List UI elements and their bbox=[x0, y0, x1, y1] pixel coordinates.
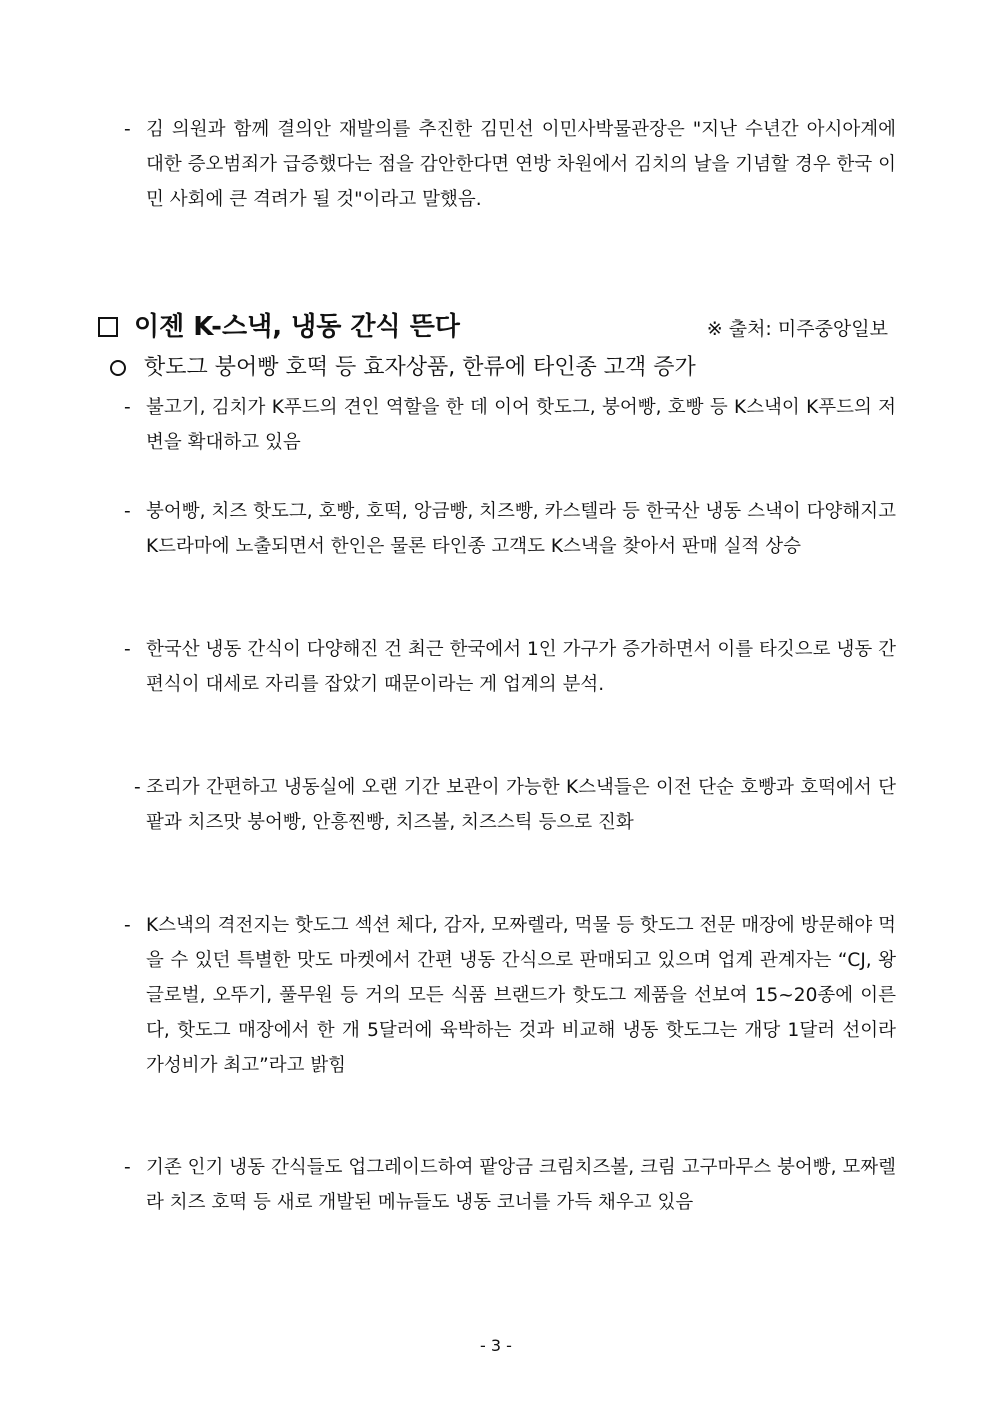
bullet-item bbox=[124, 390, 896, 460]
bullet-dash: - bbox=[124, 915, 131, 936]
subheading-text: 핫도그 붕어빵 호떡 등 효자상품, 한류에 타인종 고객 증가 bbox=[144, 355, 696, 380]
bullet-text: 한국산 냉동 간식이 다양해진 건 최근 한국에서 1인 가구가 증가하면서 이를 타깃으로 냉동 간편식이 대세로 자리를 잡았기 때문이라는 게 업계의 분석. bbox=[146, 639, 896, 695]
bullet-dash: - bbox=[124, 1157, 131, 1178]
bullet-dash: - bbox=[124, 639, 131, 660]
bullet-dash: - bbox=[124, 397, 131, 418]
bullet-item bbox=[124, 112, 896, 217]
bullet-item bbox=[124, 1150, 896, 1220]
bullet-item bbox=[124, 632, 896, 702]
subheading bbox=[108, 350, 898, 386]
circle-bullet-icon bbox=[110, 360, 126, 376]
section-title: 이젠 K-스낵, 냉동 간식 뜬다 bbox=[134, 312, 460, 342]
section-heading bbox=[96, 308, 896, 348]
bullet-item bbox=[124, 494, 896, 564]
bullet-dash: - bbox=[134, 777, 141, 798]
source-note: ※ 출처: 미주중앙일보 bbox=[706, 318, 888, 340]
bullet-dash: - bbox=[124, 501, 131, 522]
bullet-dash: - bbox=[124, 119, 131, 140]
bullet-item bbox=[134, 770, 896, 840]
bullet-text: 조리가 간편하고 냉동실에 오랜 기간 보관이 가능한 K스낵들은 이전 단순 호빵과 호떡에서 단팥과 치즈맛 붕어빵, 안흥찐빵, 치즈볼, 치즈스틱 등으로 진화 bbox=[146, 777, 896, 833]
bullet-text: K스낵의 격전지는 핫도그 섹션 체다, 감자, 모짜렐라, 먹물 등 핫도그 전문 매장에 방문해야 먹을 수 있던 특별한 맛도 마켓에서 간편 냉동 간식으로 판매되고 있으며 업계 관계자는 “CJ, 왕글로벌, 오뚜기, 풀무원 등 거의 모든 식품 브랜드가 핫도그 제품을 선보여 15~20종에 이른다, 핫도그 매장에서 한 개 5달러에 육박하는 것과 비교해 냉동 핫도그는 개당 1달러 선이라 가성비가 최고”라고 밝힘 bbox=[146, 915, 896, 1076]
bullet-text: 기존 인기 냉동 간식들도 업그레이드하여 팥앙금 크림치즈볼, 크림 고구마무스 붕어빵, 모짜렐라 치즈 호떡 등 새로 개발된 메뉴들도 냉동 코너를 가득 채우고 있음 bbox=[146, 1157, 896, 1213]
bullet-text: 불고기, 김치가 K푸드의 견인 역할을 한 데 이어 핫도그, 붕어빵, 호빵 등 K스낵이 K푸드의 저변을 확대하고 있음 bbox=[146, 397, 896, 453]
bullet-text: 김 의원과 함께 결의안 재발의를 추진한 김민선 이민사박물관장은 "지난 수년간 아시아계에 대한 증오범죄가 급증했다는 점을 감안한다면 연방 차원에서 김치의 날을 기념할 경우 한국 이민 사회에 큰 격려가 될 것"이라고 말했음. bbox=[146, 119, 896, 210]
bullet-item bbox=[124, 908, 896, 1083]
page-number: - 3 - bbox=[480, 1336, 512, 1355]
square-bullet-icon bbox=[98, 317, 118, 337]
bullet-text: 붕어빵, 치즈 핫도그, 호빵, 호떡, 앙금빵, 치즈빵, 카스텔라 등 한국산 냉동 스낵이 다양해지고 K드라마에 노출되면서 한인은 물론 타인종 고객도 K스낵을 찾아서 판매 실적 상승 bbox=[146, 501, 896, 557]
